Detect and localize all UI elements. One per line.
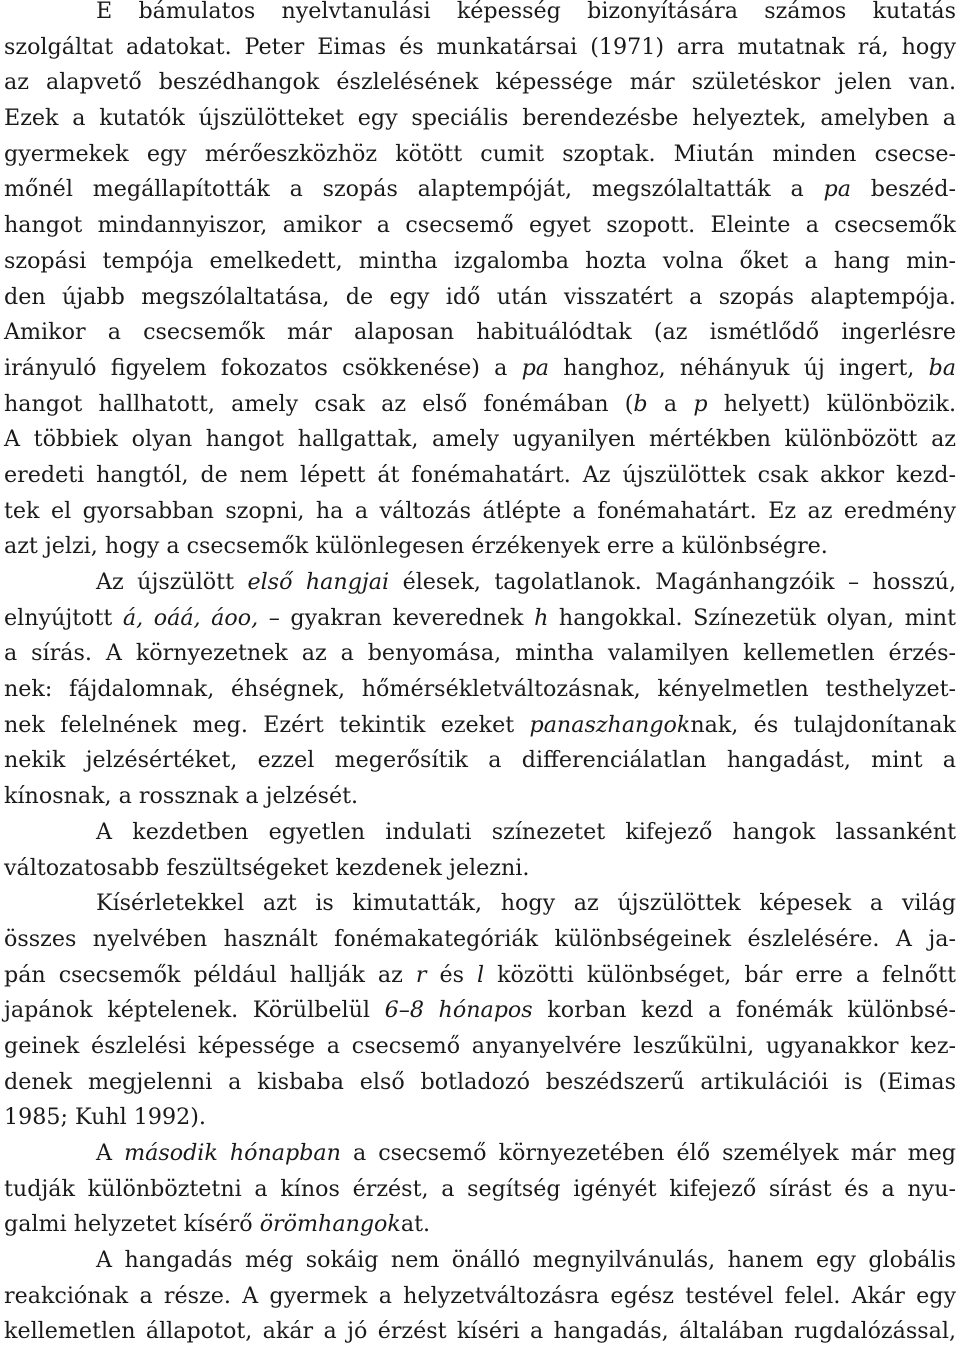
body-text bbox=[4, 0, 956, 1350]
text-segment: A többiek olyan hangot hallgattak, amely ugyanilyen mértékben különbözött az bbox=[4, 426, 956, 453]
text-segment: galmi helyzetet kísérő bbox=[4, 1211, 260, 1238]
text-line bbox=[4, 351, 956, 387]
text-segment: at. bbox=[400, 1211, 431, 1238]
text-line bbox=[4, 422, 956, 458]
italic-term: második hónapban bbox=[124, 1140, 341, 1166]
text-line bbox=[4, 886, 956, 922]
text-segment: Amikor a csecsemők már alaposan habituálódtak (az ismétlődő ingerlésre bbox=[4, 319, 956, 346]
text-segment: szopási tempója emelkedett, mintha izgalomba hozta volna őket a hang min- bbox=[4, 247, 956, 274]
text-segment: tudják különböztetni a kínos érzést, a segítség igényét kifejező sírást és a nyu- bbox=[4, 1175, 956, 1202]
text-segment: A hangadás még sokáig nem önálló megnyilvánulás, hanem egy globális bbox=[96, 1247, 956, 1274]
text-line bbox=[4, 601, 956, 637]
text-segment: kínosnak, a rossznak a jelzését. bbox=[4, 783, 359, 810]
text-line bbox=[4, 387, 956, 423]
text-segment: geinek észlelési képessége a csecsemő anyanyelvére leszűkülni, ugyanakkor kez- bbox=[4, 1032, 957, 1059]
text-line bbox=[4, 922, 956, 958]
text-line bbox=[4, 137, 956, 173]
italic-term: r bbox=[415, 961, 427, 988]
text-line bbox=[4, 244, 956, 280]
italic-term: b bbox=[633, 390, 648, 417]
text-line bbox=[4, 30, 956, 66]
text-segment: denek megjelenni a kisbaba első botladozó beszédszerű artikulációi is (Eimas bbox=[4, 1068, 956, 1095]
text-segment: a sírás. A környezetnek az a benyomása, mintha valamilyen kellemetlen érzés- bbox=[4, 640, 956, 667]
text-line bbox=[4, 0, 956, 30]
text-segment: – gyakran keverednek bbox=[258, 604, 535, 631]
text-segment: mőnél megállapították a szopás alaptempóját, megszólaltatták a bbox=[4, 176, 824, 203]
text-line bbox=[4, 65, 956, 101]
text-line bbox=[4, 1279, 956, 1315]
text-line bbox=[4, 172, 956, 208]
text-segment: hangokkal. Színezetük olyan, mint bbox=[548, 604, 956, 631]
italic-term: pa bbox=[521, 354, 550, 381]
text-segment: gyermekek egy mérőeszközhöz kötött cumit szoptak. Miután minden csecse- bbox=[4, 140, 956, 167]
text-line bbox=[4, 280, 956, 316]
text-segment: hangot hallhatott, amely csak az első fonémában ( bbox=[4, 390, 634, 417]
italic-term: 6–8 hónapos bbox=[384, 997, 533, 1024]
text-segment: azt jelzi, hogy a csecsemők különlegesen érzékenyek erre a különbségre. bbox=[4, 533, 828, 560]
text-segment: A bbox=[96, 1140, 125, 1166]
text-segment: nek: fájdalomnak, éhségnek, hőmérsékletváltozásnak, kényelmetlen testhelyzet- bbox=[4, 676, 956, 703]
text-segment: nek felelnének meg. Ezért tekintik ezeket bbox=[4, 711, 530, 738]
italic-term: első hangjai bbox=[247, 569, 390, 595]
text-segment: a bbox=[647, 390, 694, 417]
text-line bbox=[4, 1243, 956, 1279]
italic-term: á, oáá, áoo, bbox=[122, 604, 259, 631]
text-line bbox=[4, 208, 956, 244]
text-segment: elnyújtott bbox=[4, 604, 123, 631]
italic-term: pa bbox=[823, 176, 851, 203]
text-segment: nekik jelzésértéket, ezzel megerősítik a differenciálatlan hangadást, mint a bbox=[4, 747, 956, 774]
text-line bbox=[4, 315, 956, 351]
text-line bbox=[4, 993, 956, 1029]
text-segment: den újabb megszólaltatása, de egy idő után visszatért a szopás alaptempója. bbox=[4, 283, 956, 310]
text-line bbox=[4, 1136, 956, 1172]
text-segment: korban kezd a fonémák különbsé- bbox=[532, 997, 956, 1024]
text-segment: E bámulatos nyelvtanulási képesség bizonyítására számos kutatás bbox=[96, 0, 956, 24]
text-line bbox=[4, 636, 956, 672]
text-segment: irányuló figyelem fokozatos csökkenése) a bbox=[4, 354, 522, 381]
italic-term: p bbox=[693, 390, 708, 417]
text-line bbox=[4, 1314, 956, 1350]
text-segment: A kezdetben egyetlen indulati színezetet kifejező hangok lassanként bbox=[96, 818, 956, 845]
text-segment: Ezek a kutatók újszülötteket egy speciális berendezésbe helyeztek, amelyben a bbox=[4, 105, 956, 132]
italic-term: l bbox=[476, 961, 485, 988]
text-segment: tek el gyorsabban szopni, ha a változás átlépte a fonémahatárt. Ez az eredmény bbox=[4, 497, 956, 524]
text-segment: Az újszülött bbox=[96, 569, 248, 595]
text-line bbox=[4, 1065, 956, 1101]
text-segment: japánok képtelenek. Körülbelül bbox=[4, 997, 385, 1024]
text-segment: reakciónak a része. A gyermek a helyzetváltozásra egész testével felel. Akár egy bbox=[4, 1282, 956, 1309]
text-line bbox=[4, 958, 956, 994]
text-segment: 1985; Kuhl 1992). bbox=[4, 1104, 206, 1131]
italic-term: h bbox=[534, 604, 549, 631]
text-segment: hangot mindannyiszor, amikor a csecsemő egyet szopott. Eleinte a csecsemők bbox=[4, 212, 956, 239]
text-segment: élesek, tagolatlanok. Magánhangzóik – hosszú, bbox=[389, 569, 956, 595]
text-line bbox=[4, 494, 956, 530]
text-line bbox=[4, 565, 956, 601]
text-segment: pán csecsemők például hallják az bbox=[4, 961, 416, 988]
text-line bbox=[4, 851, 956, 887]
text-line bbox=[4, 529, 956, 565]
text-segment: összes nyelvében használt fonémakategóriák különbségeinek észlelésére. A ja- bbox=[4, 925, 956, 952]
text-segment: helyett) különbözik. bbox=[707, 390, 957, 417]
text-line bbox=[4, 672, 956, 708]
italic-term: ba bbox=[928, 354, 956, 381]
text-line bbox=[4, 708, 956, 744]
text-segment: eredeti hangtól, de nem lépett át fonémahatárt. Az újszülöttek csak akkor kezd- bbox=[4, 461, 956, 488]
text-line bbox=[4, 779, 956, 815]
text-segment: közötti különbséget, bár erre a felnőtt bbox=[484, 961, 956, 988]
text-line bbox=[4, 101, 956, 137]
text-line bbox=[4, 458, 956, 494]
text-segment: beszéd- bbox=[850, 176, 957, 203]
text-segment: a csecsemő környezetében élő személyek már meg bbox=[340, 1140, 956, 1166]
text-line bbox=[4, 1207, 956, 1243]
italic-term: panaszhangok bbox=[529, 711, 691, 738]
text-segment: az alapvető beszédhangok észlelésének képessége már születéskor jelen van. bbox=[4, 69, 956, 96]
text-line bbox=[4, 1172, 956, 1208]
text-line bbox=[4, 743, 956, 779]
text-segment: Kísérletekkel azt is kimutatták, hogy az újszülöttek képesek a világ bbox=[96, 890, 956, 917]
italic-term: örömhangok bbox=[259, 1211, 401, 1238]
text-segment: szolgáltat adatokat. Peter Eimas és munkatársai (1971) arra mutatnak rá, hogy bbox=[4, 33, 956, 60]
text-segment: hanghoz, néhányuk új ingert, bbox=[549, 354, 929, 381]
text-line bbox=[4, 815, 956, 851]
text-segment: és bbox=[426, 961, 477, 988]
text-segment: nak, és tulajdonítanak bbox=[690, 711, 956, 738]
text-line bbox=[4, 1100, 956, 1136]
text-segment: változatosabb feszültségeket kezdenek jelezni. bbox=[4, 854, 530, 881]
text-line bbox=[4, 1029, 956, 1065]
text-segment: kellemetlen állapotot, akár a jó érzést kíséri a hangadás, általában rugdalózással, bbox=[4, 1318, 956, 1345]
